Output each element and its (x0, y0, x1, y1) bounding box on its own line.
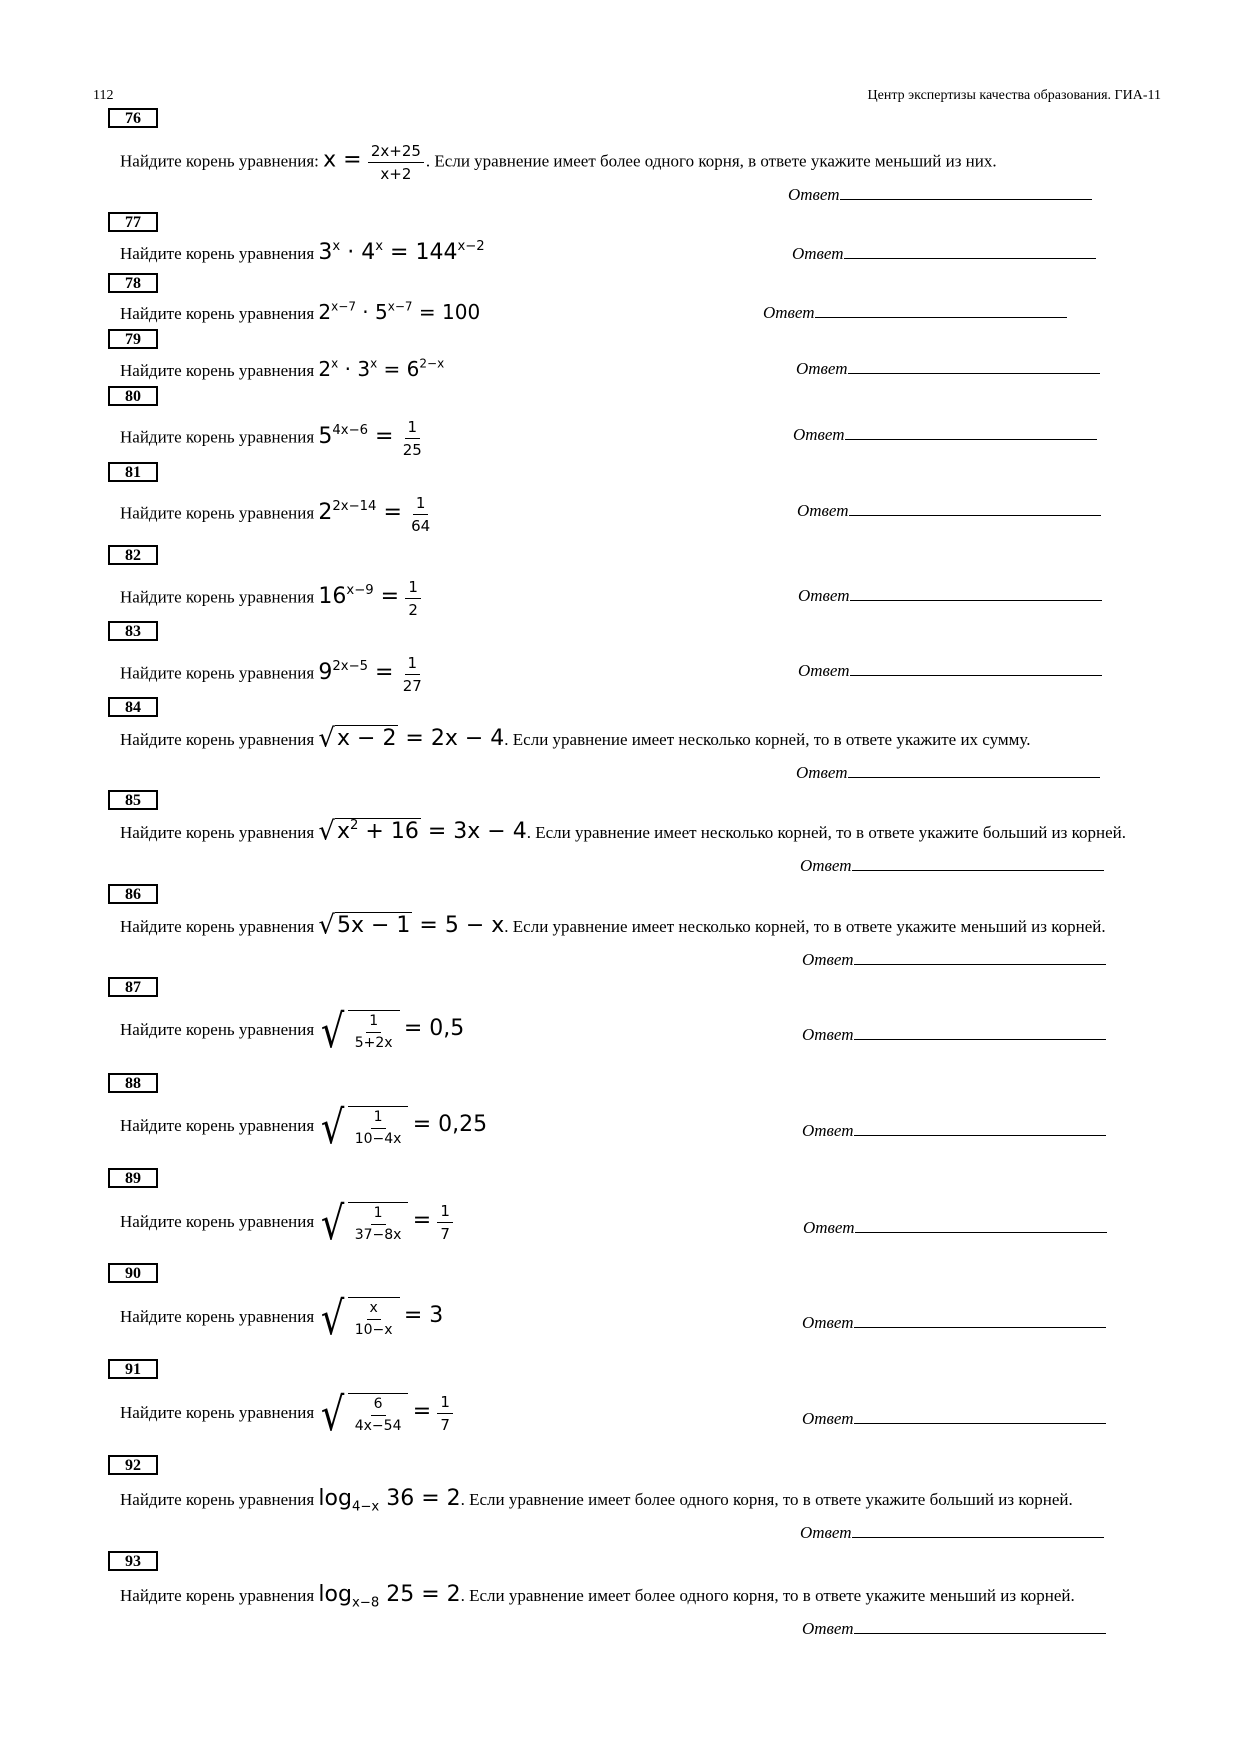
problem-tail: . Если уравнение имеет несколько корней, то в ответе укажите больший из корней. (526, 823, 1126, 842)
answer-label: Ответ (796, 359, 848, 378)
answer-line[interactable] (840, 198, 1092, 200)
problem-tail: . Если уравнение имеет несколько корней, то в ответе укажите их сумму. (504, 730, 1031, 749)
answer-label: Ответ (788, 185, 840, 204)
answer-field-93[interactable] (802, 1619, 1106, 1639)
problem-text-84 (120, 724, 1129, 754)
answer-field-86[interactable] (802, 950, 1106, 970)
answer-label: Ответ (793, 425, 845, 444)
problem-lead: Найдите корень уравнения (120, 1115, 319, 1135)
answer-label: Ответ (803, 1218, 855, 1237)
radicand (348, 1106, 409, 1148)
math-rhs: = 3 (403, 1302, 444, 1328)
answer-label: Ответ (802, 1313, 854, 1332)
answer-field-87[interactable] (802, 1025, 1106, 1045)
answer-field-85[interactable] (800, 856, 1104, 876)
problem-text-86 (120, 911, 1129, 941)
answer-line[interactable] (848, 372, 1100, 374)
math-equals: = (412, 1207, 432, 1233)
problem-number-85: 85 (108, 790, 158, 810)
answer-field-77[interactable] (792, 244, 1096, 264)
radical-sign: √ (321, 1387, 345, 1441)
radical-sign: √ (321, 1291, 345, 1345)
problem-number-87: 87 (108, 977, 158, 997)
radical-sign: √ (321, 1196, 345, 1250)
problem-lead: Найдите корень уравнения (120, 1211, 319, 1231)
answer-label: Ответ (802, 1619, 854, 1638)
math-expression: $3^x \cdot 4^x = 144^{x-2}$ (318, 238, 485, 265)
problem-number-80: 80 (108, 386, 158, 406)
math-equals: = (412, 1398, 432, 1424)
answer-label: Ответ (800, 856, 852, 875)
math-expression: $√x^2 + 16 = 3x - 4$ (318, 816, 527, 847)
problem-number-77: 77 (108, 212, 158, 232)
problem-lead: Найдите корень уравнения (120, 244, 319, 263)
radicand (348, 1010, 400, 1052)
fraction-rhs: $\frac{1}{7}$ (437, 1202, 453, 1244)
problem-lead: Найдите корень уравнения (120, 1306, 319, 1326)
answer-label: Ответ (797, 501, 849, 520)
fraction: $\frac{1}{10-4x}$ (354, 1109, 402, 1147)
radical-sign: √ (321, 1004, 345, 1058)
problem-lead: Найдите корень уравнения (120, 917, 319, 936)
problem-tail: . Если уравнение имеет более одного корня, в ответе укажите меньший из них. (425, 151, 997, 171)
math-expression: $\log_{4-x} 36 = 2$ (318, 1486, 461, 1515)
answer-line[interactable] (854, 1632, 1106, 1634)
answer-line[interactable] (848, 776, 1100, 778)
problem-number-86: 86 (108, 884, 158, 904)
page-number: 112 (93, 88, 114, 103)
problem-number-84: 84 (108, 697, 158, 717)
math-expression: √x − 2 = 2x − 4 (318, 723, 505, 754)
problem-number-82: 82 (108, 545, 158, 565)
answer-line[interactable] (852, 869, 1104, 871)
math-rhs: = 0,25 (412, 1111, 488, 1137)
problem-lead: Найдите корень уравнения: (120, 151, 324, 171)
fraction (400, 654, 425, 696)
math-rhs: = 0,5 (403, 1015, 465, 1041)
radicand (348, 1393, 409, 1435)
answer-label: Ответ (802, 1025, 854, 1044)
problem-number-88: 88 (108, 1073, 158, 1093)
answer-line[interactable] (815, 316, 1067, 318)
problem-lead: Найдите корень уравнения (120, 427, 319, 447)
math-expression: $2^{2x-14}$ = (318, 498, 402, 525)
answer-field-90[interactable] (802, 1313, 1106, 1333)
problem-lead: Найдите корень уравнения (120, 1019, 319, 1039)
problem-number-90: 90 (108, 1263, 158, 1283)
problem-lead: Найдите корень уравнения (120, 1402, 319, 1422)
answer-label: Ответ (802, 950, 854, 969)
answer-field-82[interactable] (798, 586, 1102, 606)
radical-sign: √ (318, 910, 335, 941)
denominator: 25 (402, 440, 422, 459)
answer-label: Ответ (796, 763, 848, 782)
answer-line[interactable] (845, 438, 1097, 440)
problem-number-81: 81 (108, 462, 158, 482)
numerator: 1 (405, 418, 421, 439)
problem-lead: Найдите корень уравнения (120, 1586, 319, 1605)
answer-field-92[interactable] (800, 1523, 1104, 1543)
problem-lead: Найдите корень уравнения (120, 587, 319, 607)
answer-field-76[interactable] (788, 185, 1092, 205)
fraction (368, 142, 424, 184)
numerator: 1 (405, 578, 421, 599)
answer-field-79[interactable] (796, 359, 1100, 379)
answer-line[interactable] (850, 599, 1102, 601)
page-header-title: Центр экспертизы качества образования. ГИА-11 (867, 88, 1161, 103)
answer-field-88[interactable] (802, 1121, 1106, 1141)
math-expression: $2^{x-7} \cdot 5^{x-7} = 100$ (318, 299, 481, 324)
problem-lead: Найдите корень уравнения (120, 823, 319, 842)
answer-label: Ответ (798, 586, 850, 605)
problem-number-92: 92 (108, 1455, 158, 1475)
problem-lead: Найдите корень уравнения (120, 663, 319, 683)
problem-tail: . Если уравнение имеет несколько корней, то в ответе укажите меньший из корней. (504, 917, 1106, 936)
answer-line[interactable] (852, 1536, 1104, 1538)
problem-lead: Найдите корень уравнения (120, 730, 319, 749)
problem-lead: Найдите корень уравнения (120, 503, 319, 523)
denominator: 27 (402, 676, 422, 695)
fraction: $\frac{x}{10-x}$ (354, 1300, 393, 1338)
answer-field-91[interactable] (802, 1409, 1106, 1429)
problem-number-91: 91 (108, 1359, 158, 1379)
answer-line[interactable] (854, 1038, 1106, 1040)
answer-line[interactable] (854, 963, 1106, 965)
problem-number-93: 93 (108, 1551, 158, 1571)
answer-label: Ответ (802, 1121, 854, 1140)
answer-label: Ответ (792, 244, 844, 263)
answer-field-84[interactable] (796, 763, 1100, 783)
math-expression: $5^{4x-6}$ = (318, 422, 394, 449)
answer-field-81[interactable] (797, 501, 1101, 521)
problem-number-76: 76 (108, 108, 158, 128)
problem-number-89: 89 (108, 1168, 158, 1188)
fraction (408, 494, 433, 536)
problem-text-92 (120, 1484, 1129, 1521)
answer-line[interactable] (849, 514, 1101, 516)
problem-lead: Найдите корень уравнения (120, 304, 319, 323)
answer-line[interactable] (855, 1231, 1107, 1233)
answer-field-80[interactable] (793, 425, 1097, 445)
answer-field-89[interactable] (803, 1218, 1107, 1238)
radicand (348, 1297, 400, 1339)
math-expression: $16^{x-9}$ = (318, 582, 400, 609)
fraction: $\frac{1}{5+2x}$ (354, 1013, 393, 1051)
answer-label: Ответ (802, 1409, 854, 1428)
problem-number-83: 83 (108, 621, 158, 641)
answer-line[interactable] (844, 257, 1096, 259)
answer-label: Ответ (798, 661, 850, 680)
problem-tail: . Если уравнение имеет более одного корня, то в ответе укажите меньший из корней. (460, 1586, 1075, 1605)
fraction: $\frac{6}{4x-54}$ (354, 1396, 402, 1434)
problem-number-79: 79 (108, 329, 158, 349)
fraction-rhs: $\frac{1}{7}$ (437, 1393, 453, 1435)
math-expression: $\log_{x-8} 25 = 2$ (318, 1582, 461, 1611)
denominator: 64 (411, 516, 431, 535)
answer-label: Ответ (763, 303, 815, 322)
math-expression: $9^{2x-5}$ = (318, 658, 394, 685)
problem-text-85 (120, 817, 1129, 847)
math-expression: √5x − 1 = 5 − x (318, 910, 505, 941)
problem-tail: . Если уравнение имеет более одного корня, то в ответе укажите больший из корней. (460, 1490, 1073, 1509)
answer-label: Ответ (800, 1523, 852, 1542)
fraction: $\frac{1}{37-8x}$ (354, 1205, 402, 1243)
denominator: x+2 (380, 164, 412, 183)
problem-lead: Найдите корень уравнения (120, 1490, 319, 1509)
problem-text-76 (120, 142, 1129, 184)
fraction (405, 578, 421, 620)
problem-text-93 (120, 1580, 1129, 1617)
answer-field-83[interactable] (798, 661, 1102, 681)
answer-field-78[interactable] (763, 303, 1067, 323)
answer-line[interactable] (854, 1326, 1106, 1328)
radicand (348, 1202, 409, 1244)
numerator: 1 (405, 654, 421, 675)
problem-number-78: 78 (108, 273, 158, 293)
answer-line[interactable] (850, 674, 1102, 676)
denominator: 2 (408, 600, 418, 619)
radical-sign: √ (318, 723, 335, 754)
numerator: 1 (413, 494, 429, 515)
answer-line[interactable] (854, 1422, 1106, 1424)
fraction (400, 418, 425, 460)
radical-sign: √ (321, 1100, 345, 1154)
answer-line[interactable] (854, 1134, 1106, 1136)
numerator: 2x+25 (368, 142, 424, 163)
math-lhs: x = (323, 147, 362, 173)
radical-sign: √ (318, 816, 335, 847)
math-expression: $2^x \cdot 3^x = 6^{2-x}$ (318, 356, 445, 381)
problem-lead: Найдите корень уравнения (120, 361, 319, 380)
